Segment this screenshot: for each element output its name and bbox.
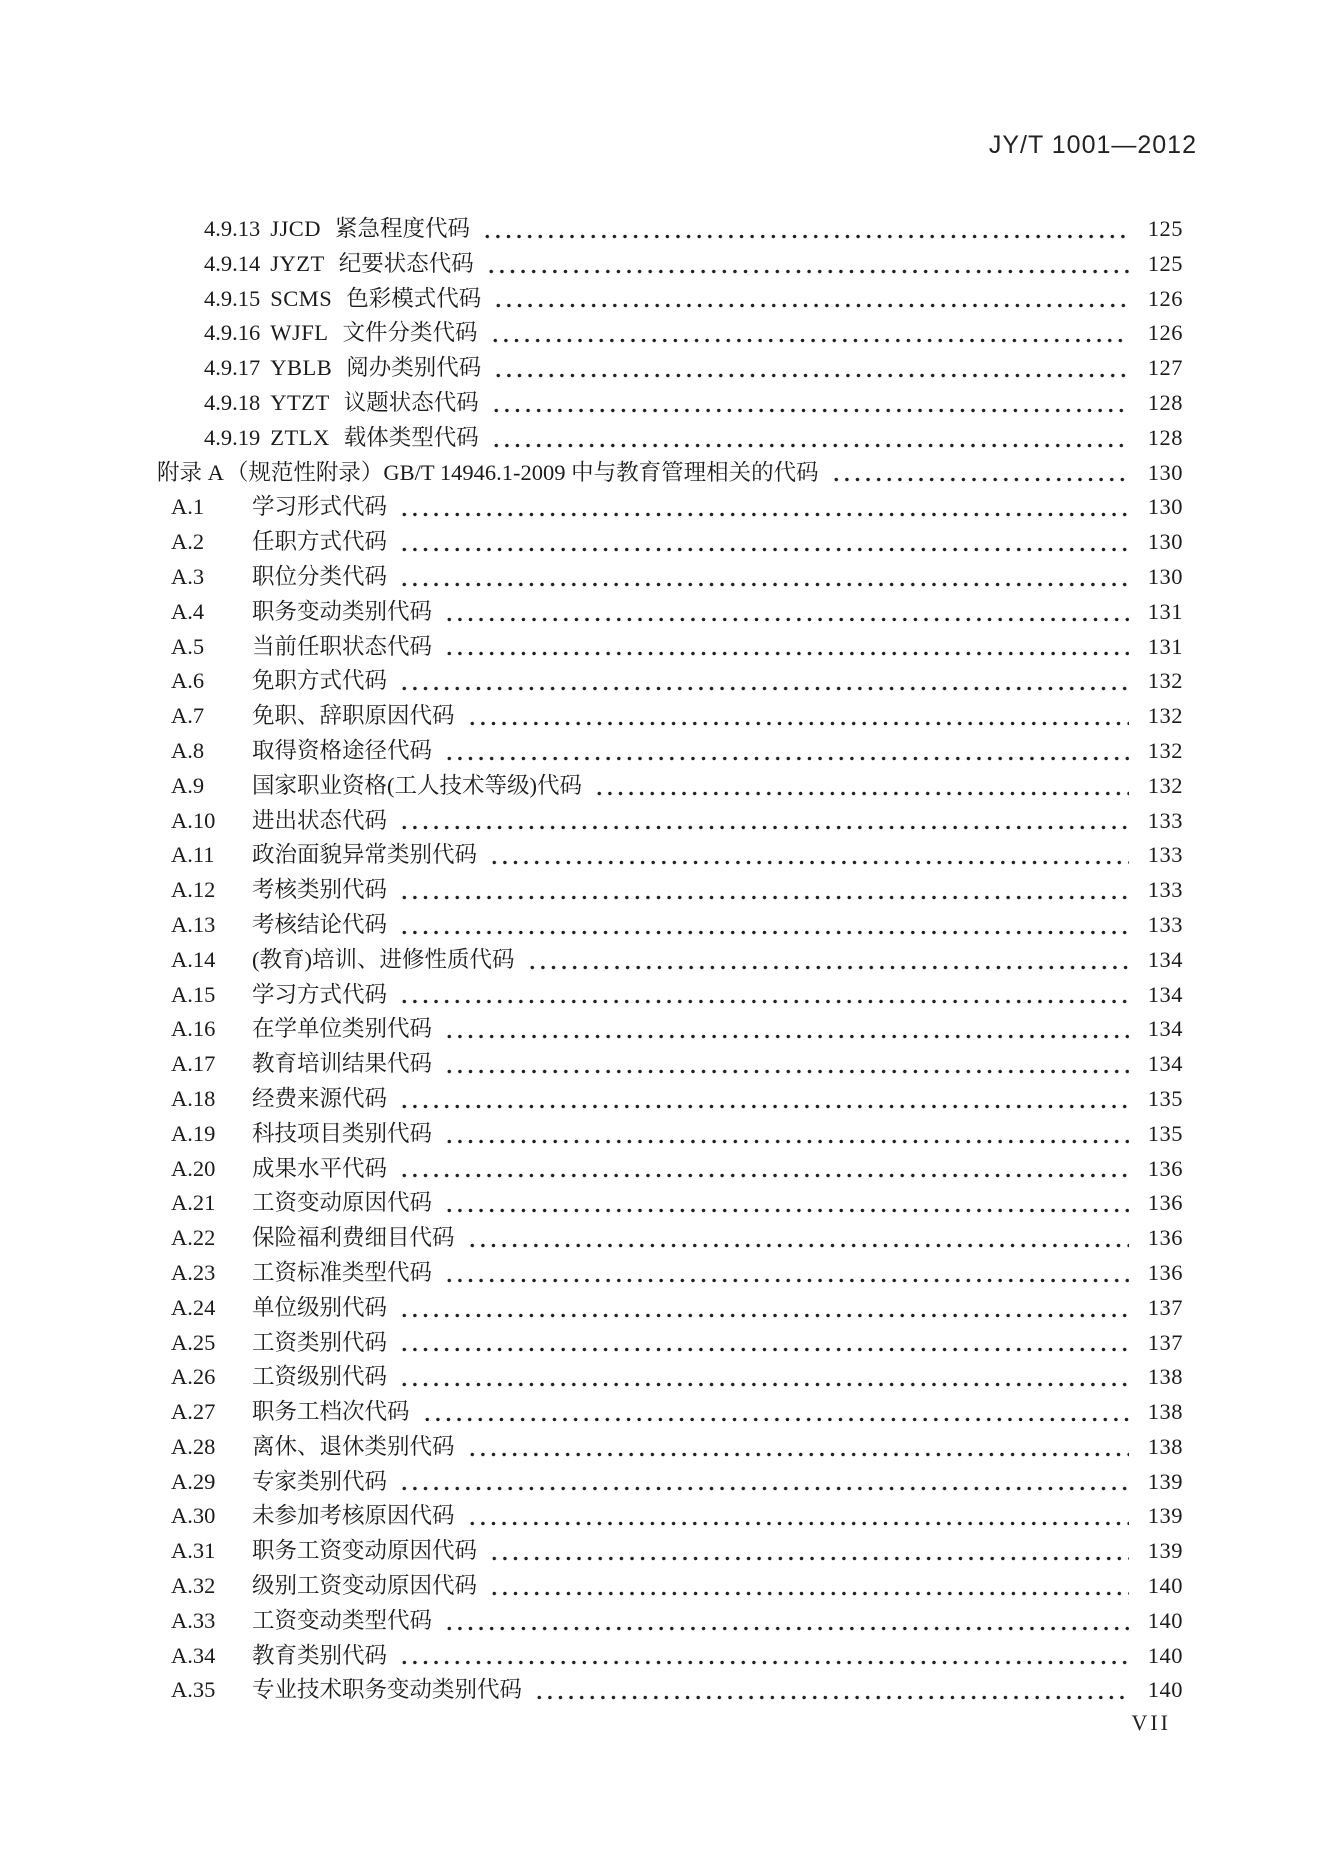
toc-row <box>157 1256 1183 1291</box>
toc-entry-number: A.29 <box>171 1468 216 1494</box>
toc-row <box>157 1430 1183 1465</box>
toc-row <box>157 1221 1183 1256</box>
toc-entry-number: A.6 <box>171 668 205 694</box>
dot-leader <box>399 1465 1129 1500</box>
toc-entry-title: 教育类别代码 <box>252 1642 388 1668</box>
toc-entry-title: 阅办类别代码 <box>346 355 482 381</box>
toc-row <box>157 1673 1183 1708</box>
dot-leader <box>399 1639 1129 1674</box>
dot-leader <box>467 699 1129 734</box>
toc-entry-page-number: 125 <box>1147 216 1183 241</box>
toc-row <box>157 247 1183 282</box>
toc-entry-title: 专业技术职务变动类别代码 <box>252 1677 523 1703</box>
toc-entry-number: A.25 <box>171 1329 216 1355</box>
toc-entry-number: 4.9.14 <box>204 250 261 276</box>
dot-leader <box>493 282 1129 317</box>
toc-entry-number: A.9 <box>171 772 205 798</box>
toc-entry-title: 工资标准类型代码 <box>252 1259 433 1285</box>
toc-entry-page-number: 138 <box>1147 1399 1183 1425</box>
dot-leader <box>444 630 1129 665</box>
toc-entry-title: 成果水平代码 <box>252 1155 388 1181</box>
toc-row <box>157 316 1183 351</box>
toc-row <box>157 1012 1183 1047</box>
toc-entry-title: 职务工资变动原因代码 <box>252 1538 478 1564</box>
toc-entry-number: A.10 <box>171 807 216 833</box>
dot-leader <box>399 1291 1129 1326</box>
toc-entry-number: A.26 <box>171 1364 216 1390</box>
toc-entry-code: WJFL <box>270 320 329 346</box>
dot-leader <box>399 978 1129 1013</box>
toc-entry-page-number: 128 <box>1147 424 1183 450</box>
toc-entry-number: A.21 <box>171 1190 216 1216</box>
toc-entry-page-number: 139 <box>1147 1468 1183 1494</box>
toc-row <box>157 525 1183 560</box>
toc-row <box>157 1082 1183 1117</box>
toc-entry-number: 4.9.13 <box>204 216 261 241</box>
toc-entry-page-number: 131 <box>1147 633 1183 659</box>
toc-row <box>157 560 1183 595</box>
toc-row <box>157 630 1183 665</box>
dot-leader <box>399 1082 1129 1117</box>
toc-entry-page-number: 136 <box>1147 1155 1183 1181</box>
toc-entry-page-number: 134 <box>1147 946 1183 972</box>
toc-entry-title: 取得资格途径代码 <box>252 737 433 763</box>
dot-leader <box>444 1047 1129 1082</box>
toc-row <box>157 386 1183 421</box>
toc-entry-page-number: 131 <box>1147 598 1183 624</box>
dot-leader <box>467 1499 1129 1534</box>
dot-leader <box>399 490 1129 525</box>
dot-leader <box>399 1326 1129 1361</box>
toc-row <box>157 1604 1183 1639</box>
toc-entry-number: A.22 <box>171 1225 216 1251</box>
toc-entry-number: A.34 <box>171 1642 216 1668</box>
toc-entry-page-number: 133 <box>1147 807 1183 833</box>
toc-entry-code: YBLB <box>270 355 333 381</box>
toc-entry-title: 紧急程度代码 <box>335 216 471 241</box>
toc-entry-page-number: 134 <box>1147 981 1183 1007</box>
dot-leader <box>493 351 1129 386</box>
dot-leader <box>482 212 1129 247</box>
dot-leader <box>422 1395 1129 1430</box>
toc-entry-number: A.17 <box>171 1051 216 1077</box>
toc-row <box>157 1186 1183 1221</box>
toc-entry-title: 专家类别代码 <box>252 1468 388 1494</box>
toc-entry-title: 当前任职状态代码 <box>252 633 433 659</box>
dot-leader <box>534 1673 1129 1708</box>
dot-leader <box>399 873 1129 908</box>
toc-row <box>157 873 1183 908</box>
toc-entry-page-number: 139 <box>1147 1538 1183 1564</box>
dot-leader <box>444 734 1129 769</box>
toc-entry-code: SCMS <box>270 285 333 311</box>
toc-entry-number: A.35 <box>171 1677 216 1703</box>
dot-leader <box>399 1360 1129 1395</box>
toc-entry-title: 免职方式代码 <box>252 668 388 694</box>
toc-entry-number: A.3 <box>171 563 205 589</box>
toc-entry-page-number: 133 <box>1147 911 1183 937</box>
toc-row <box>157 1152 1183 1187</box>
toc-entry-page-number: 135 <box>1147 1085 1183 1111</box>
toc-entry-number: 附录 A <box>157 459 224 485</box>
toc-entry-page-number: 140 <box>1147 1573 1183 1599</box>
toc-entry-page-number: 130 <box>1147 494 1183 520</box>
toc-entry-number: A.8 <box>171 737 205 763</box>
toc-entry-title: 学习方式代码 <box>252 981 388 1007</box>
toc-entry-number: A.19 <box>171 1120 216 1146</box>
toc-entry-title: 职位分类代码 <box>252 563 388 589</box>
toc-entry-page-number: 136 <box>1147 1225 1183 1251</box>
dot-leader <box>444 595 1129 630</box>
toc-row <box>157 978 1183 1013</box>
dot-leader <box>399 664 1129 699</box>
toc-entry-title: 考核类别代码 <box>252 877 388 903</box>
toc-entry-number: A.28 <box>171 1433 216 1459</box>
toc-row <box>157 908 1183 943</box>
toc-entry-number: A.4 <box>171 598 205 624</box>
dot-leader <box>490 316 1129 351</box>
toc-entry-page-number: 136 <box>1147 1259 1183 1285</box>
toc-row <box>157 1291 1183 1326</box>
toc-entry-page-number: 133 <box>1147 842 1183 868</box>
toc-entry-code: JYZT <box>270 250 325 276</box>
toc-entry-number: A.2 <box>171 529 205 555</box>
dot-leader <box>444 1604 1129 1639</box>
toc-entry-page-number: 130 <box>1147 529 1183 555</box>
toc-entry-title: 工资类别代码 <box>252 1329 388 1355</box>
toc-entry-page-number: 127 <box>1147 355 1183 381</box>
toc-row <box>157 212 1183 247</box>
toc-entry-page-number: 132 <box>1147 772 1183 798</box>
toc-entry-page-number: 135 <box>1147 1120 1183 1146</box>
toc-entry-title: 在学单位类别代码 <box>252 1016 433 1042</box>
toc-row <box>157 595 1183 630</box>
toc-entry-number: A.15 <box>171 981 216 1007</box>
dot-leader <box>444 1012 1129 1047</box>
toc-row <box>157 1639 1183 1674</box>
toc-entry-number: A.7 <box>171 703 205 729</box>
toc-entry-title: 未参加考核原因代码 <box>252 1503 455 1529</box>
toc-entry-title: 离休、退休类别代码 <box>252 1433 455 1459</box>
toc-entry-page-number: 133 <box>1147 877 1183 903</box>
toc-entry-title: 单位级别代码 <box>252 1294 388 1320</box>
toc-entry-page-number: 136 <box>1147 1190 1183 1216</box>
toc-entry-title: 工资变动类型代码 <box>252 1607 433 1633</box>
toc-entry-number: A.18 <box>171 1085 216 1111</box>
dot-leader <box>489 838 1129 873</box>
footer-page-number: VII <box>1131 1710 1171 1735</box>
dot-leader <box>399 908 1129 943</box>
toc-row <box>157 734 1183 769</box>
dot-leader <box>467 1430 1129 1465</box>
toc-row <box>157 456 1183 491</box>
dot-leader <box>486 247 1129 282</box>
dot-leader <box>491 421 1129 456</box>
toc-row <box>157 664 1183 699</box>
toc-entry-page-number: 132 <box>1147 703 1183 729</box>
toc-row <box>157 351 1183 386</box>
toc-entry-title: 议题状态代码 <box>343 389 479 415</box>
toc-entry-page-number: 132 <box>1147 668 1183 694</box>
toc-entry-page-number: 130 <box>1147 459 1183 485</box>
toc-entry-title: 职务变动类别代码 <box>252 598 433 624</box>
toc-entry-page-number: 140 <box>1147 1607 1183 1633</box>
toc-row <box>157 1465 1183 1500</box>
toc-entry-title: 工资变动原因代码 <box>252 1190 433 1216</box>
toc-entry-number: A.24 <box>171 1294 216 1320</box>
toc-entry-page-number: 130 <box>1147 563 1183 589</box>
dot-leader <box>831 456 1129 491</box>
toc-entry-page-number: 138 <box>1147 1433 1183 1459</box>
toc-row <box>157 769 1183 804</box>
toc-entry-number: A.16 <box>171 1016 216 1042</box>
toc-entry-page-number: 132 <box>1147 737 1183 763</box>
toc-entry-title: 工资级别代码 <box>252 1364 388 1390</box>
toc-row <box>157 1117 1183 1152</box>
toc-row <box>157 838 1183 873</box>
toc-entry-title: 任职方式代码 <box>252 529 388 555</box>
toc-entry-page-number: 137 <box>1147 1294 1183 1320</box>
toc-entry-title: 职务工档次代码 <box>252 1399 410 1425</box>
toc-entry-title: 经费来源代码 <box>252 1085 388 1111</box>
toc-entry-code: YTZT <box>270 389 330 415</box>
dot-leader <box>489 1534 1129 1569</box>
toc-entry-title: (教育)培训、进修性质代码 <box>252 946 515 972</box>
document-code-header: JY/T 1001—2012 <box>988 131 1197 159</box>
toc-entry-title: 科技项目类别代码 <box>252 1120 433 1146</box>
toc-entry-title: 免职、辞职原因代码 <box>252 703 455 729</box>
toc-entry-page-number: 137 <box>1147 1329 1183 1355</box>
dot-leader <box>467 1221 1129 1256</box>
toc-entry-number: A.23 <box>171 1259 216 1285</box>
dot-leader <box>594 769 1129 804</box>
toc-entry-number: 4.9.19 <box>204 424 261 450</box>
toc-entry-number: A.32 <box>171 1573 216 1599</box>
toc-entry-page-number: 140 <box>1147 1642 1183 1668</box>
toc-entry-page-number: 125 <box>1147 250 1183 276</box>
toc-row <box>157 421 1183 456</box>
dot-leader <box>444 1117 1129 1152</box>
dot-leader <box>444 1256 1129 1291</box>
toc-entry-number: A.1 <box>171 494 205 520</box>
dot-leader <box>399 560 1129 595</box>
toc-entry-title: 考核结论代码 <box>252 911 388 937</box>
toc-entry-number: 4.9.17 <box>204 355 261 381</box>
toc-entry-title: 级别工资变动原因代码 <box>252 1573 478 1599</box>
toc-entry-number: A.12 <box>171 877 216 903</box>
dot-leader <box>444 1186 1129 1221</box>
dot-leader <box>489 1569 1129 1604</box>
toc-entry-title: 学习形式代码 <box>252 494 388 520</box>
toc-row <box>157 804 1183 839</box>
toc-entry-title: 纪要状态代码 <box>338 250 474 276</box>
toc-entry-page-number: 140 <box>1147 1677 1183 1703</box>
toc-entry-number: 4.9.18 <box>204 389 261 415</box>
toc-entry-title: 政治面貌异常类别代码 <box>252 842 478 868</box>
toc-row <box>157 282 1183 317</box>
dot-leader <box>399 804 1129 839</box>
toc-entry-page-number: 126 <box>1147 320 1183 346</box>
toc-entry-title: 色彩模式代码 <box>346 285 482 311</box>
toc-entry-page-number: 128 <box>1147 389 1183 415</box>
toc-entry-code: ZTLX <box>270 424 330 450</box>
toc-row <box>157 1395 1183 1430</box>
toc-entry-number: 4.9.15 <box>204 285 261 311</box>
toc-row <box>157 943 1183 978</box>
toc-entry-title: 国家职业资格(工人技术等级)代码 <box>252 772 582 798</box>
toc-row <box>157 1326 1183 1361</box>
toc-entry-title: 进出状态代码 <box>252 807 388 833</box>
toc-entry-number: A.33 <box>171 1607 216 1633</box>
toc-row <box>157 1360 1183 1395</box>
toc-entry-number: A.30 <box>171 1503 216 1529</box>
toc-entry-number: A.27 <box>171 1399 216 1425</box>
dot-leader <box>527 943 1130 978</box>
toc-entry-code: JJCD <box>270 216 322 241</box>
toc-entry-number: A.31 <box>171 1538 216 1564</box>
toc-row <box>157 1047 1183 1082</box>
toc-row <box>157 1569 1183 1604</box>
toc-row <box>157 1534 1183 1569</box>
toc-entry-page-number: 134 <box>1147 1051 1183 1077</box>
dot-leader <box>399 1152 1129 1187</box>
dot-leader <box>399 525 1129 560</box>
toc-entry-page-number: 134 <box>1147 1016 1183 1042</box>
toc-entry-number: A.14 <box>171 946 216 972</box>
toc-entry-page-number: 126 <box>1147 285 1183 311</box>
toc-entry-title: （规范性附录）GB/T 14946.1-2009 中与教育管理相关的代码 <box>225 459 819 485</box>
toc-row <box>157 490 1183 525</box>
toc-entry-page-number: 138 <box>1147 1364 1183 1390</box>
toc-list <box>157 212 1183 1708</box>
dot-leader <box>491 386 1129 421</box>
toc-entry-number: A.5 <box>171 633 205 659</box>
toc-entry-number: A.20 <box>171 1155 216 1181</box>
toc-entry-title: 文件分类代码 <box>342 320 478 346</box>
toc-entry-title: 载体类型代码 <box>343 424 479 450</box>
toc-entry-number: 4.9.16 <box>204 320 261 346</box>
toc-row <box>157 1499 1183 1534</box>
toc-entry-number: A.13 <box>171 911 216 937</box>
toc-entry-page-number: 139 <box>1147 1503 1183 1529</box>
toc-entry-title: 教育培训结果代码 <box>252 1051 433 1077</box>
toc-row <box>157 699 1183 734</box>
toc-entry-number: A.11 <box>171 842 215 868</box>
toc-entry-title: 保险福利费细目代码 <box>252 1225 455 1251</box>
